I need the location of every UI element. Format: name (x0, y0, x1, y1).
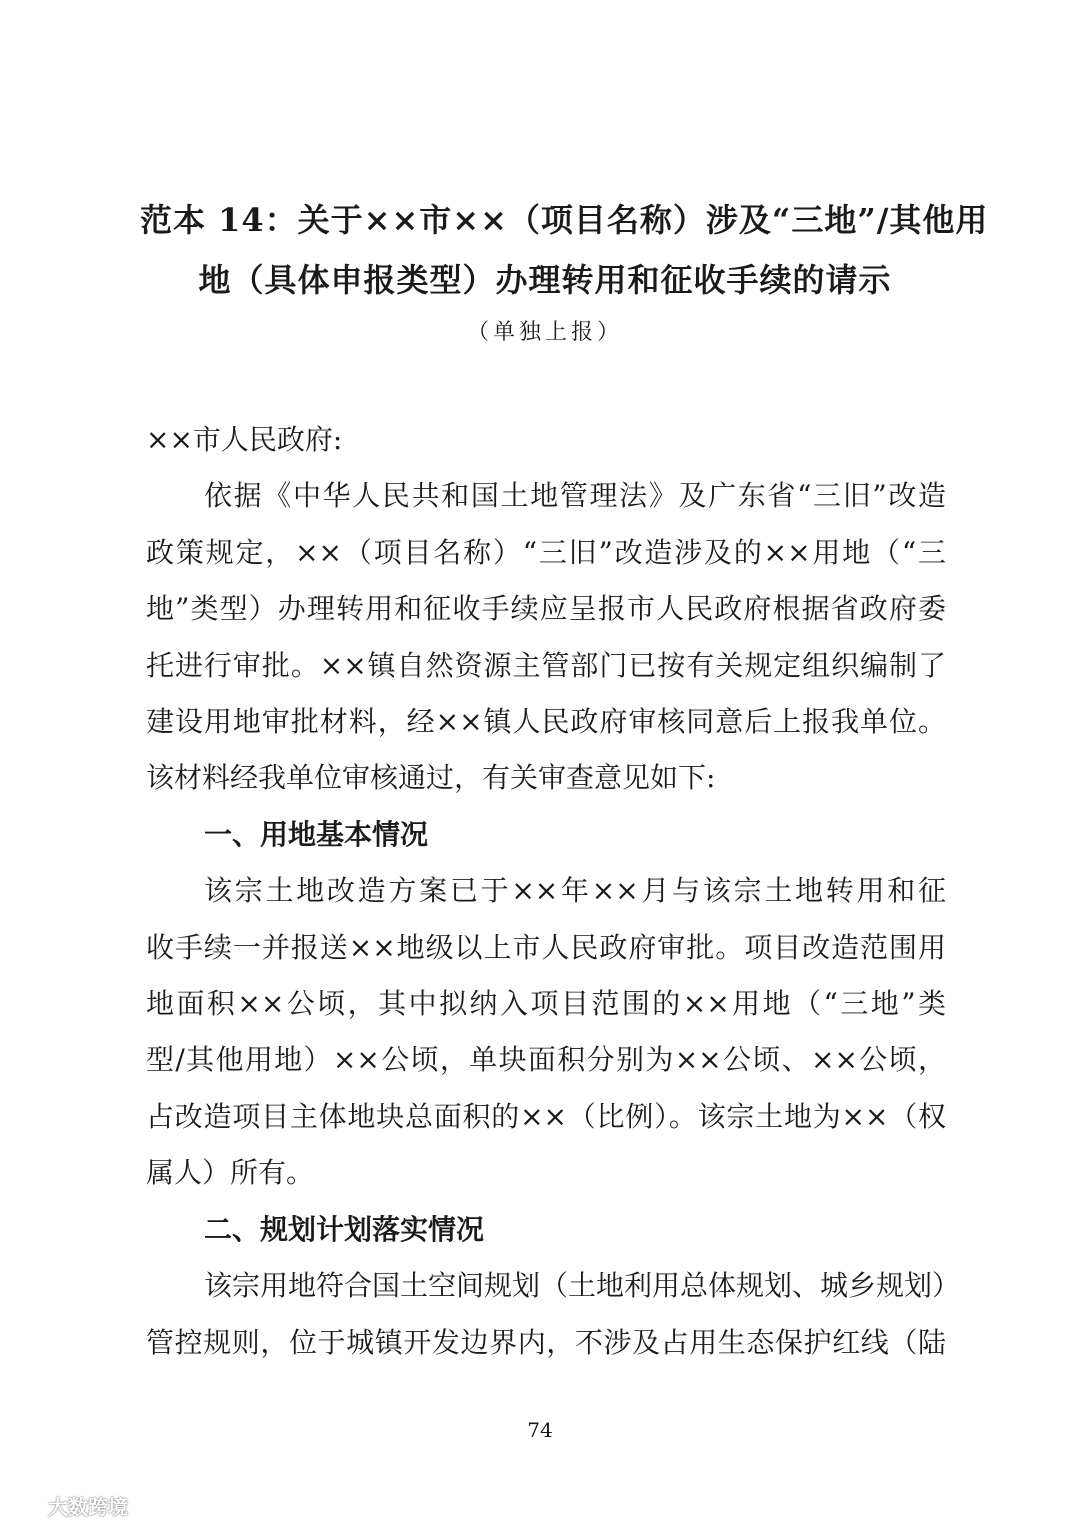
intro-line: 依据《中华人民共和国土地管理法》及广东省“三旧”改造 (204, 479, 946, 513)
addressee: ××市人民政府: (146, 423, 343, 456)
title-line-1: 范本 14：关于××市××（项目名称）涉及“三地”/其他用 (140, 201, 989, 239)
watermark-logo-icon (8, 1494, 42, 1516)
title-line-2: 地（具体申报类型）办理转用和征收手续的请示 (198, 261, 892, 299)
watermark (8, 1492, 128, 1518)
section-2-line: 管控规则，位于城镇开发边界内，不涉及占用生态保护红线（陆 (146, 1325, 946, 1359)
section-1-line: 占改造项目主体地块总面积的××（比例）。该宗土地为××（权 (146, 1099, 946, 1133)
intro-line: 建设用地审批材料，经××镇人民政府审核同意后上报我单位。 (146, 705, 946, 739)
section-1-line: 该宗土地改造方案已于××年××月与该宗土地转用和征 (204, 874, 946, 908)
page-number: 74 (527, 1418, 553, 1442)
intro-line: 该材料经我单位审核通过，有关审查意见如下: (146, 761, 716, 795)
section-1-line: 地面积××公顷，其中拟纳入项目范围的××用地（“三地”类 (146, 987, 946, 1021)
section-1-line: 收手续一并报送××地级以上市人民政府审批。项目改造范围用 (146, 930, 946, 964)
section-1-line: 型/其他用地）××公顷，单块面积分别为××公顷、××公顷， (146, 1043, 946, 1077)
section-2-line: 该宗用地符合国土空间规划（土地利用总体规划、城乡规划） (204, 1269, 961, 1303)
document-subtitle: （单独上报） (466, 320, 623, 345)
intro-line: 政策规定，××（项目名称）“三旧”改造涉及的××用地（“三 (146, 535, 946, 569)
section-1-heading: 一、用地基本情况 (204, 817, 429, 851)
section-2-heading: 二、规划计划落实情况 (204, 1212, 485, 1246)
watermark-text: 大数跨境 (48, 1494, 128, 1519)
section-1-line: 属人）所有。 (146, 1156, 315, 1190)
intro-line: 托进行审批。××镇自然资源主管部门已按有关规定组织编制了 (146, 648, 946, 682)
intro-line: 地”类型）办理转用和征收手续应呈报市人民政府根据省政府委 (146, 592, 946, 626)
document-title (140, 190, 989, 310)
document-body (146, 412, 961, 1371)
